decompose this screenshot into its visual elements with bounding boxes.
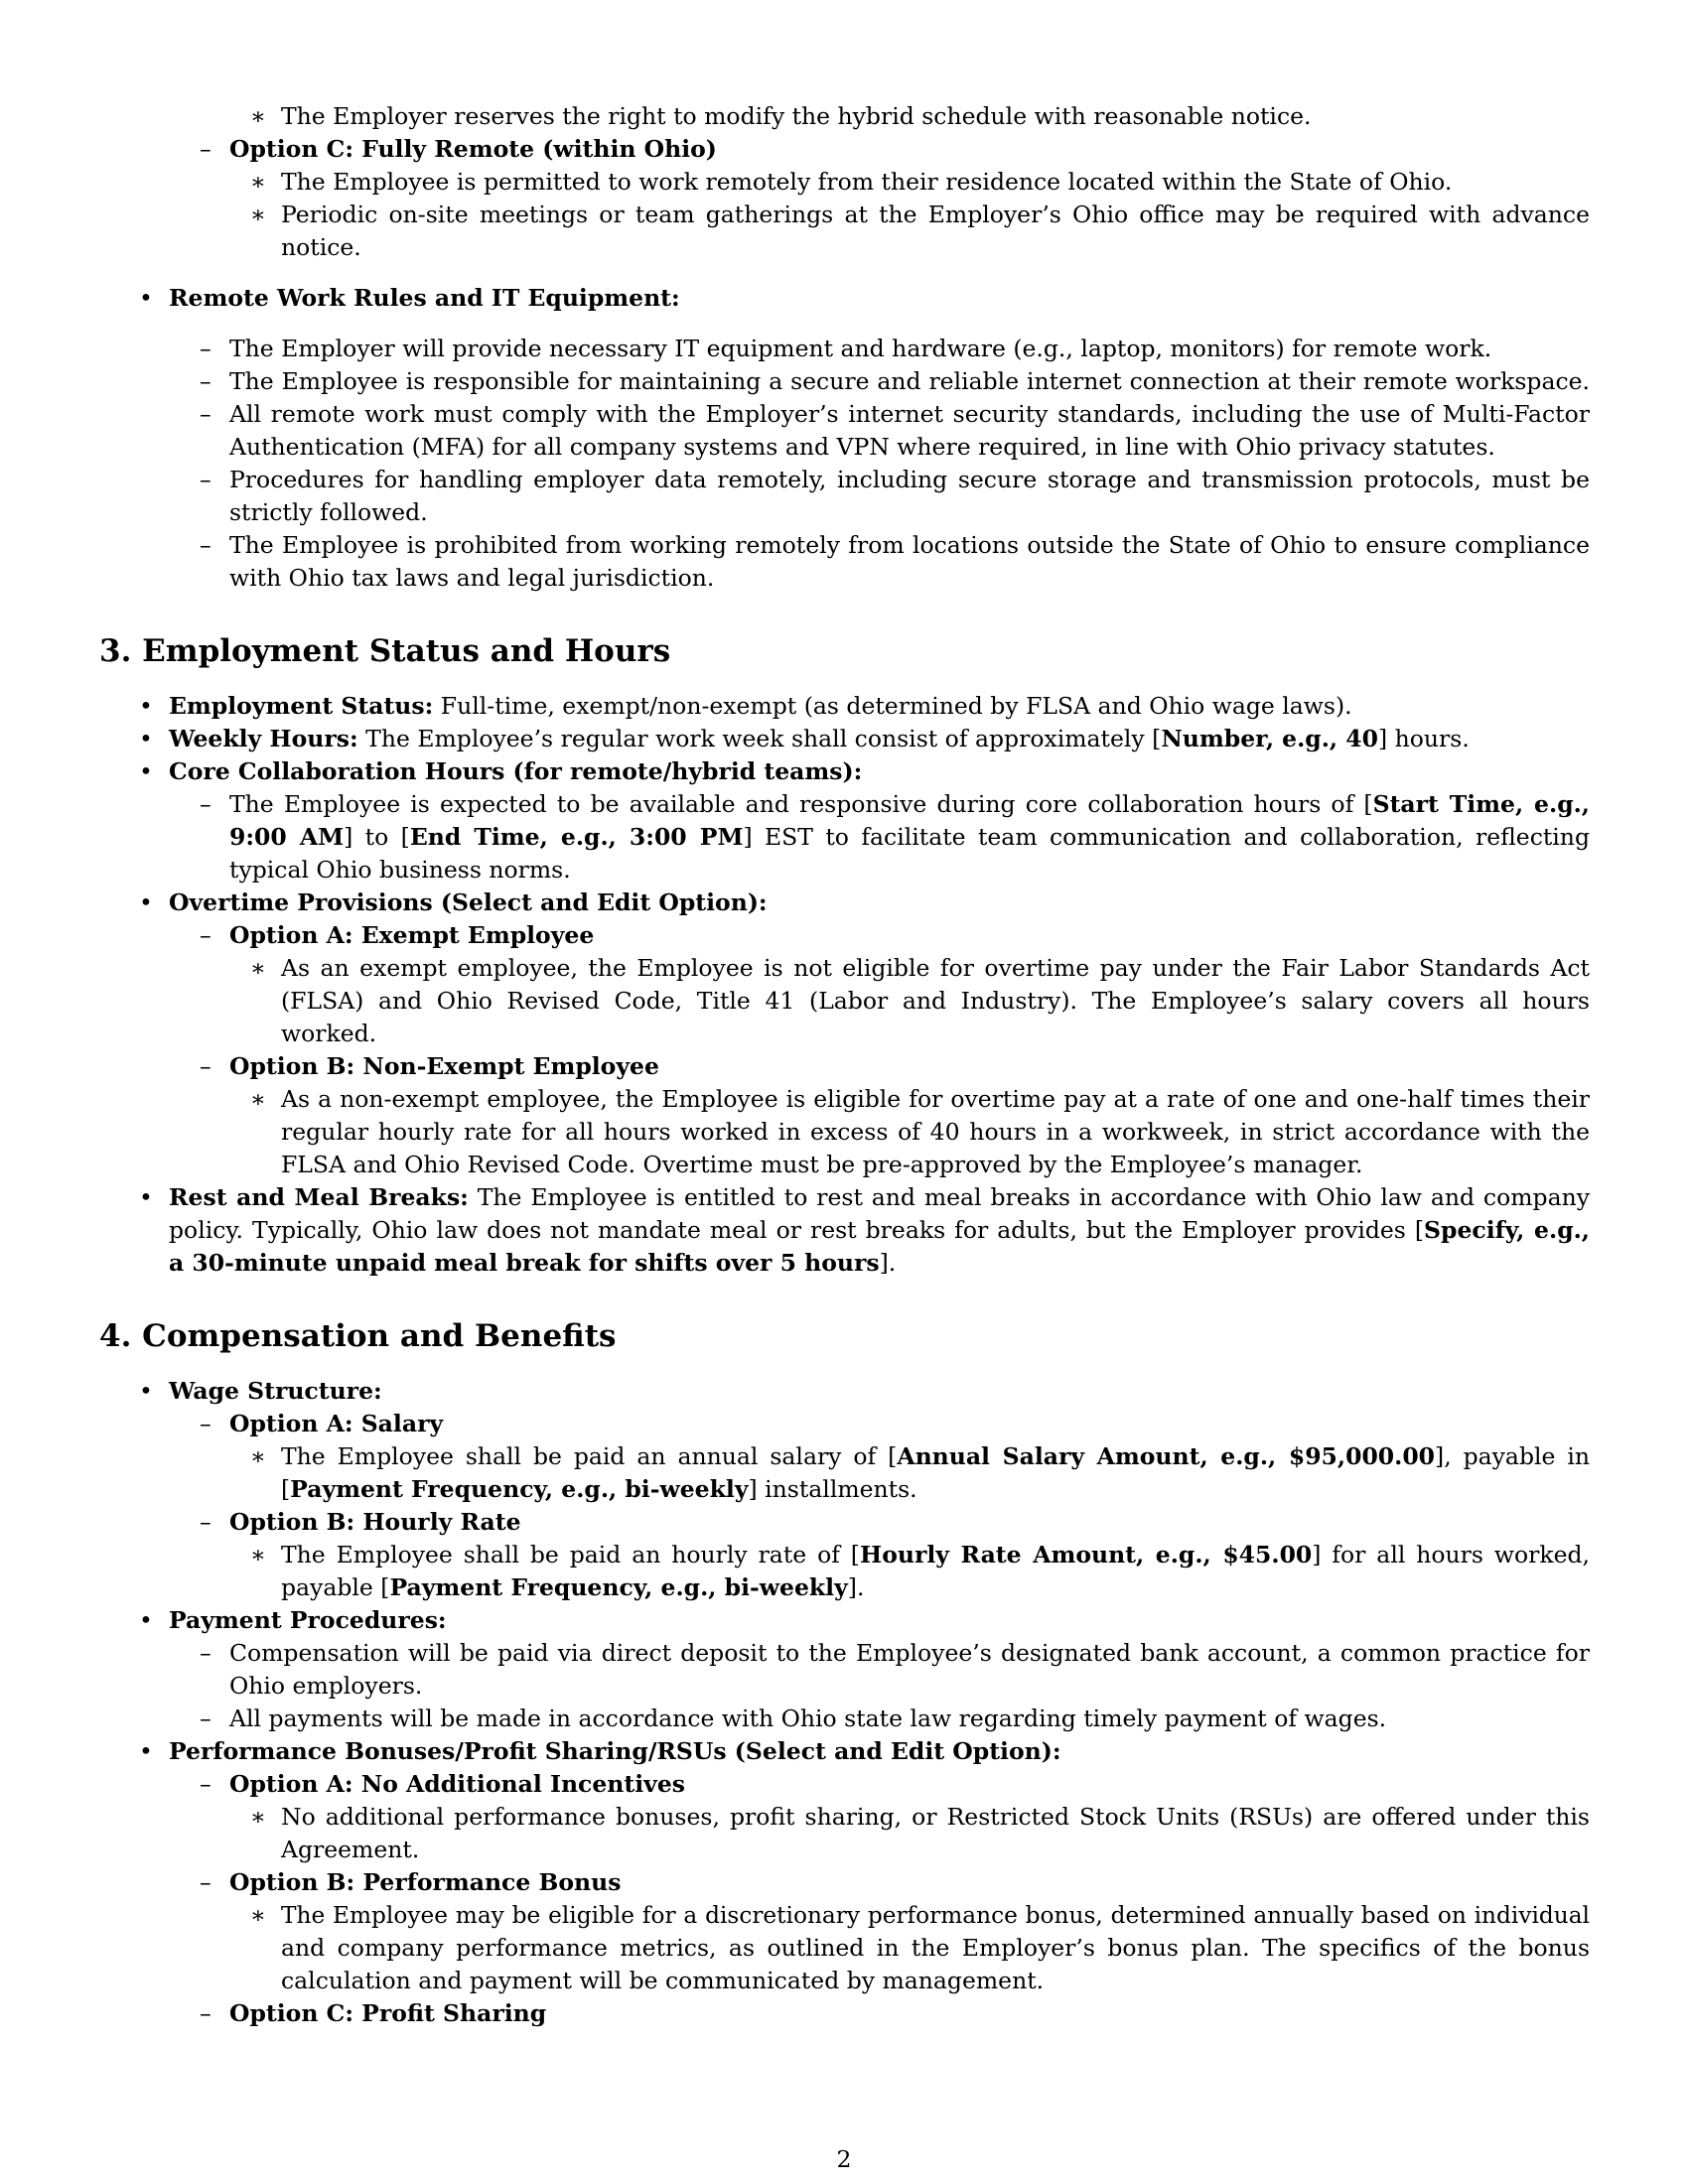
fill-in-field: Annual Salary Amount, e.g., $95,000.00	[897, 1442, 1436, 1470]
item-text: ].	[847, 1573, 865, 1601]
dash-marker: –	[200, 1705, 211, 1732]
bullet-marker: •	[139, 725, 153, 752]
dash-marker: –	[200, 1999, 211, 2027]
dash-marker: –	[200, 335, 211, 362]
item-heading: Performance Bonuses/Profit Sharing/RSUs (Select and Edit Option):	[169, 1737, 1061, 1765]
item-text: ] to [	[344, 823, 410, 851]
bullet-marker: •	[139, 1737, 153, 1765]
list-item-line: notice.	[281, 233, 361, 261]
item-text: Full-time, exempt/non-exempt (as determined by FLSA and Ohio wage laws).	[433, 692, 1352, 720]
fill-in-field: Hourly Rate Amount, e.g., $45.00	[859, 1541, 1313, 1569]
item-text: The Employee shall be paid an hourly rate of [	[281, 1541, 860, 1569]
dash-marker: –	[200, 1639, 211, 1667]
dash-marker: –	[200, 790, 211, 818]
list-item: The Employer will provide necessary IT equipment and hardware (e.g., laptop, monitors) for remote work.	[229, 335, 1492, 362]
star-marker: ∗	[250, 1901, 266, 1929]
dash-marker: –	[200, 367, 211, 395]
star-marker: ∗	[250, 102, 266, 130]
list-item-line: Procedures for handling employer data remotely, including secure storage and transmission protocols, must be	[229, 466, 1590, 493]
list-item-line: Compensation will be paid via direct deposit to the Employee’s designated bank account, a common practice for	[229, 1639, 1590, 1667]
list-item-line	[281, 1440, 1590, 1473]
fill-in-field: Start Time, e.g.,	[1372, 790, 1590, 818]
list-item-line: strictly followed.	[229, 498, 428, 526]
item-heading: Overtime Provisions (Select and Edit Option):	[169, 888, 768, 916]
star-marker: ∗	[250, 168, 266, 196]
item-text: payable [	[281, 1573, 390, 1601]
list-item-line	[169, 1181, 1590, 1214]
list-item-line: As a non-exempt employee, the Employee is eligible for overtime pay at a rate of one and one-half times their	[281, 1085, 1590, 1113]
list-item: The Employer reserves the right to modify the hybrid schedule with reasonable notice.	[281, 102, 1312, 130]
dash-marker: –	[200, 1508, 211, 1536]
star-marker: ∗	[250, 1085, 266, 1113]
item-heading: Core Collaboration Hours (for remote/hybrid teams):	[169, 757, 863, 785]
fill-in-field: Specify, e.g.,	[1424, 1216, 1590, 1244]
bullet-marker: •	[139, 1377, 153, 1405]
bullet-marker: •	[139, 888, 153, 916]
list-item-line: Authentication (MFA) for all company systems and VPN where required, in line with Ohio privacy statutes.	[229, 433, 1495, 461]
list-item-line	[229, 821, 1590, 854]
item-text: The Employee’s regular work week shall consist of approximately [	[357, 725, 1162, 752]
list-item-line: Agreement.	[281, 1836, 420, 1863]
page-number: 2	[836, 2145, 852, 2173]
item-label: Employment Status:	[169, 692, 434, 720]
fill-in-field: Payment Frequency, e.g., bi-weekly	[389, 1573, 848, 1601]
item-text: [	[281, 1475, 291, 1503]
item-label: Rest and Meal Breaks:	[169, 1183, 469, 1211]
fill-in-field: End Time, e.g., 3:00 PM	[409, 823, 744, 851]
dash-marker: –	[200, 1770, 211, 1798]
list-item-line: (FLSA) and Ohio Revised Code, Title 41 (Labor and Industry). The Employee’s salary covers all hours	[281, 987, 1590, 1015]
list-item-line: calculation and payment will be communicated by management.	[281, 1967, 1045, 1994]
star-marker: ∗	[250, 954, 266, 982]
list-item-line: FLSA and Ohio Revised Code. Overtime must be pre-approved by the Employee’s manager.	[281, 1151, 1363, 1178]
dash-marker: –	[200, 1410, 211, 1437]
star-marker: ∗	[250, 1541, 266, 1569]
list-item-line	[229, 788, 1590, 821]
list-item-line	[169, 1247, 896, 1280]
section-heading: 3. Employment Status and Hours	[99, 633, 671, 669]
dash-marker: –	[200, 921, 211, 949]
bullet-marker: •	[139, 1606, 153, 1634]
item-text: ] for all hours worked,	[1312, 1541, 1591, 1569]
item-label: Weekly Hours:	[169, 725, 358, 752]
item-text: ] EST to facilitate team communication and collaboration, reflecting	[743, 823, 1590, 851]
item-text: ] installments.	[748, 1475, 917, 1503]
item-text: The Employee is entitled to rest and meal breaks in accordance with Ohio law and company	[468, 1183, 1590, 1211]
list-item-line	[281, 1539, 1590, 1571]
list-item-line: typical Ohio business norms.	[229, 856, 571, 884]
dash-marker: –	[200, 135, 211, 163]
dash-marker: –	[200, 1052, 211, 1080]
list-item-line: The Employee is prohibited from working remotely from locations outside the State of Ohio to ensure compliance	[229, 531, 1590, 559]
list-item-line	[281, 1571, 864, 1604]
item-text: The Employee is expected to be available and responsive during core collaboration hours of [	[229, 790, 1373, 818]
list-item: The Employee is permitted to work remotely from their residence located within the State of Ohio.	[281, 168, 1453, 196]
item-text: ], payable in	[1435, 1442, 1590, 1470]
option-heading: Option C: Profit Sharing	[229, 1999, 547, 2027]
list-item-line: The Employee may be eligible for a discretionary performance bonus, determined annually based on individual	[281, 1902, 1590, 1929]
list-item	[169, 723, 1470, 755]
list-item-line: worked.	[281, 1020, 377, 1047]
list-item-line: Ohio employers.	[229, 1672, 423, 1700]
list-item-line: No additional performance bonuses, profit sharing, or Restricted Stock Units (RSUs) are offered under this	[281, 1803, 1590, 1831]
dash-marker: –	[200, 531, 211, 559]
list-item: The Employee is responsible for maintaining a secure and reliable internet connection at their remote workspace.	[229, 367, 1590, 395]
list-item-line	[281, 1473, 917, 1506]
bullet-marker: •	[139, 692, 153, 720]
item-text: ].	[879, 1249, 897, 1277]
dash-marker: –	[200, 466, 211, 493]
bullet-marker: •	[139, 1183, 153, 1211]
fill-in-field: a 30-minute unpaid meal break for shifts over 5 hours	[169, 1249, 880, 1277]
star-marker: ∗	[250, 1442, 266, 1470]
fill-in-field: Payment Frequency, e.g., bi-weekly	[290, 1475, 749, 1503]
option-heading: Option A: Exempt Employee	[229, 921, 595, 949]
list-item-line: Periodic on-site meetings or team gatherings at the Employer’s Ohio office may be required with advance	[281, 201, 1590, 228]
list-item-line: All remote work must comply with the Employer’s internet security standards, including the use of Multi-Factor	[229, 400, 1590, 428]
list-item-line: with Ohio tax laws and legal jurisdiction.	[229, 564, 715, 592]
star-marker: ∗	[250, 201, 266, 228]
option-heading: Option B: Performance Bonus	[229, 1868, 622, 1896]
list-item-line: As an exempt employee, the Employee is not eligible for overtime pay under the Fair Labor Standards Act	[281, 954, 1590, 982]
bullet-marker: •	[139, 284, 153, 312]
option-heading: Option A: No Additional Incentives	[229, 1770, 685, 1798]
option-heading: Option C: Fully Remote (within Ohio)	[229, 135, 717, 163]
option-heading: Option B: Hourly Rate	[229, 1508, 521, 1536]
item-heading: Payment Procedures:	[169, 1606, 447, 1634]
fill-in-field: 9:00 AM	[229, 823, 345, 851]
item-text: policy. Typically, Ohio law does not mandate meal or rest breaks for adults, but the Employer provides [	[169, 1216, 1425, 1244]
item-text: The Employee shall be paid an annual salary of [	[281, 1442, 898, 1470]
option-heading: Option A: Salary	[229, 1410, 444, 1437]
item-heading: Remote Work Rules and IT Equipment:	[169, 284, 680, 312]
list-item: All payments will be made in accordance with Ohio state law regarding timely payment of wages.	[229, 1705, 1387, 1732]
option-heading: Option B: Non-Exempt Employee	[229, 1052, 659, 1080]
list-item	[169, 690, 1352, 723]
item-heading: Wage Structure:	[169, 1377, 382, 1405]
list-item-line: regular hourly rate for all hours worked in excess of 40 hours in a workweek, in strict accordance with the	[281, 1118, 1590, 1146]
star-marker: ∗	[250, 1803, 266, 1831]
section-heading: 4. Compensation and Benefits	[99, 1318, 617, 1354]
dash-marker: –	[200, 400, 211, 428]
dash-marker: –	[200, 1868, 211, 1896]
list-item-line: and company performance metrics, as outlined in the Employer’s bonus plan. The specifics of the bonus	[281, 1934, 1590, 1962]
fill-in-field: Number, e.g., 40	[1161, 725, 1378, 752]
list-item-line	[169, 1214, 1590, 1247]
item-text: ] hours.	[1378, 725, 1470, 752]
bullet-marker: •	[139, 757, 153, 785]
